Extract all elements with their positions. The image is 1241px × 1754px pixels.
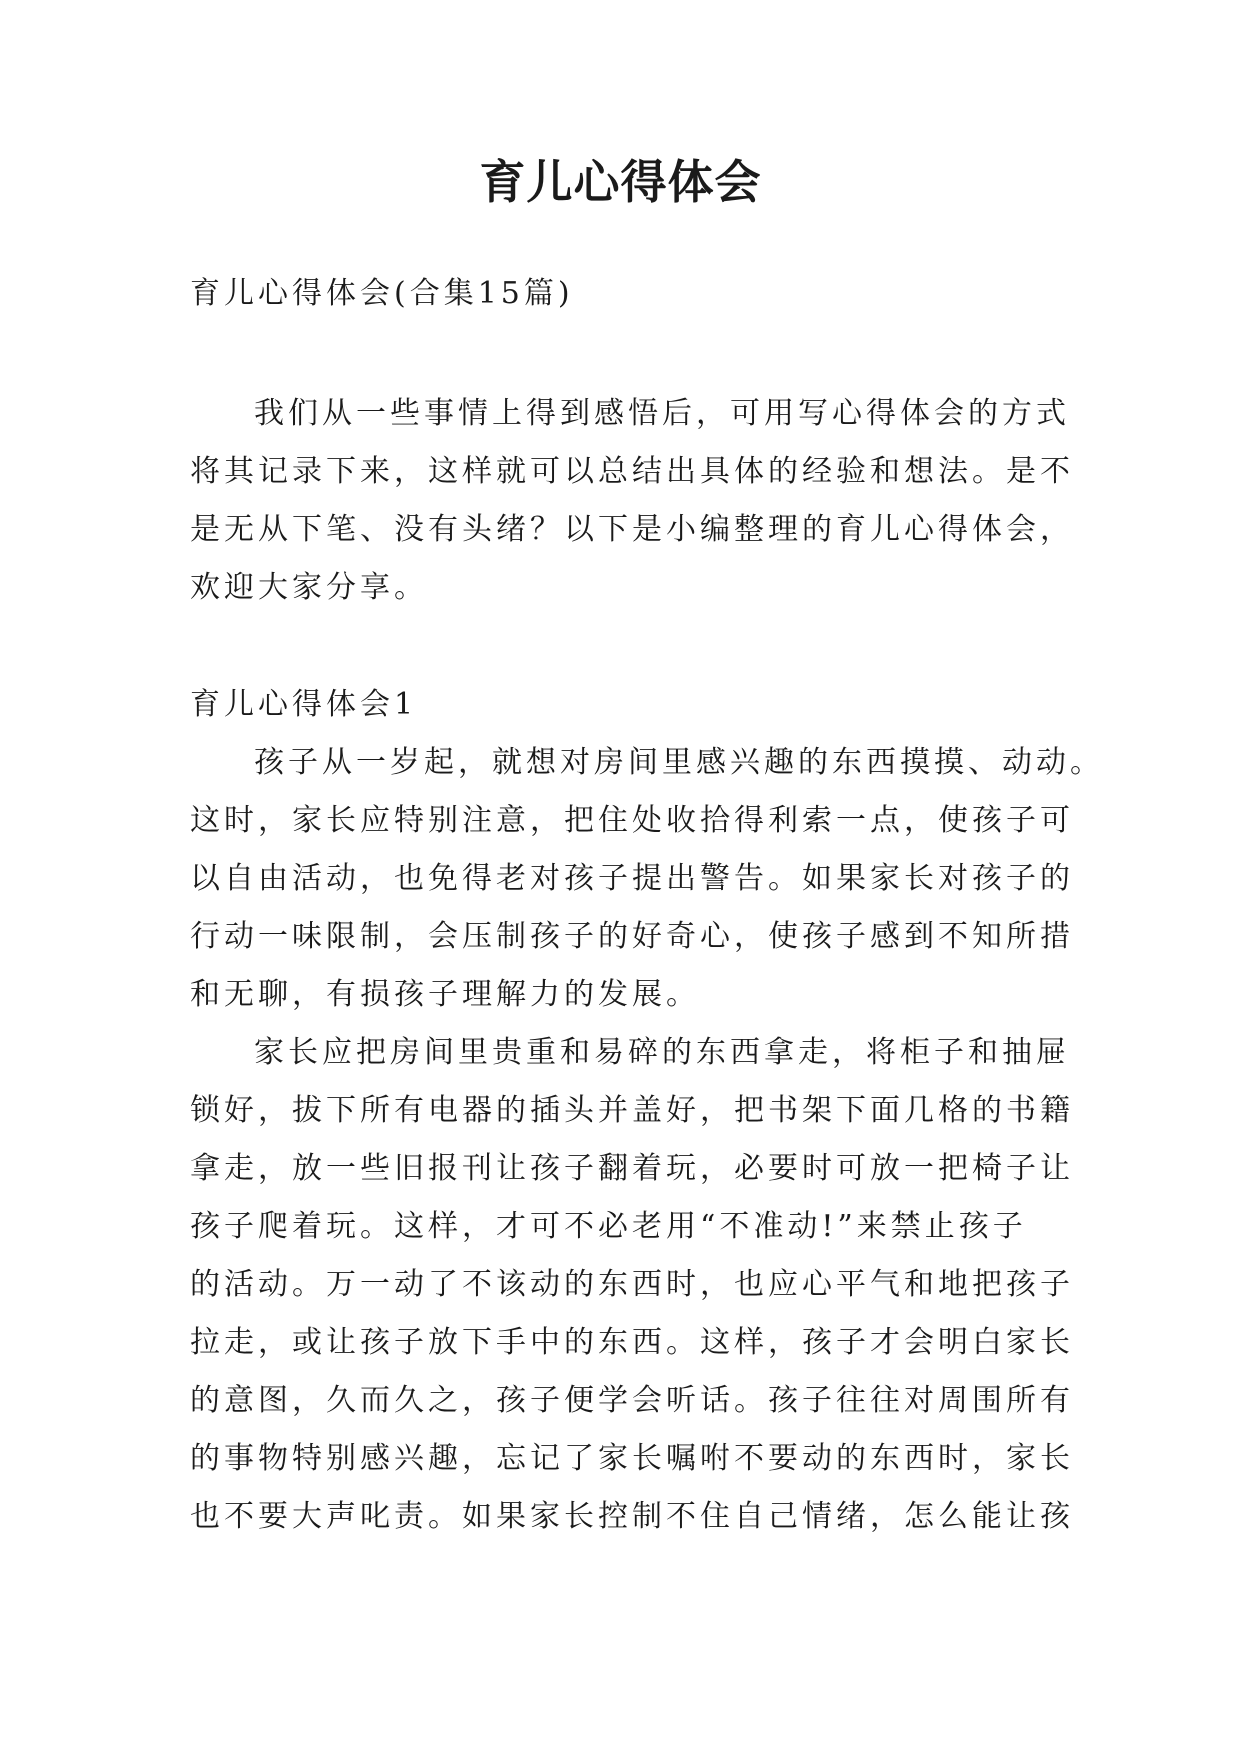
document-body	[190, 265, 1104, 1546]
spacer	[190, 323, 1060, 385]
page-title: 育儿心得体会	[479, 155, 762, 209]
paragraph-1	[190, 734, 1104, 1024]
paragraph-line: 的活动。万一动了不该动的东西时，也应心平气和地把孩子	[190, 1267, 1074, 1302]
intro-paragraph	[190, 385, 1074, 617]
paragraph-line: 锁好，拔下所有电器的插头并盖好，把书架下面几格的书籍	[190, 1093, 1074, 1128]
intro-line: 欢迎大家分享。	[190, 570, 428, 605]
paragraph-line: 和无聊，有损孩子理解力的发展。	[190, 977, 700, 1012]
paragraph-line: 孩子从一岁起，就想对房间里感兴趣的东西摸摸、动动。	[254, 745, 1104, 780]
paragraph-line: 行动一味限制，会压制孩子的好奇心，使孩子感到不知所措	[190, 919, 1074, 954]
intro-line: 将其记录下来，这样就可以总结出具体的经验和想法。是不	[190, 454, 1074, 489]
paragraph-2	[190, 1024, 1074, 1546]
paragraph-line: 以自由活动，也免得老对孩子提出警告。如果家长对孩子的	[190, 861, 1074, 896]
paragraph-line: 的事物特别感兴趣，忘记了家长嘱咐不要动的东西时，家长	[190, 1441, 1074, 1476]
paragraph-line: 也不要大声叱责。如果家长控制不住自己情绪，怎么能让孩	[190, 1499, 1074, 1534]
spacer	[190, 617, 1060, 676]
paragraph-line: 拿走，放一些旧报刊让孩子翻着玩，必要时可放一把椅子让	[190, 1151, 1074, 1186]
paragraph-line: 这时，家长应特别注意，把住处收拾得利索一点，使孩子可	[190, 803, 1074, 838]
paragraph-line: 孩子爬着玩。这样，才可不必老用“不准动!”来禁止孩子	[190, 1209, 1027, 1244]
paragraph-line: 的意图，久而久之，孩子便学会听话。孩子往往对周围所有	[190, 1383, 1074, 1418]
paragraph-line: 家长应把房间里贵重和易碎的东西拿走，将柜子和抽屉	[254, 1035, 1070, 1070]
section-heading: 育儿心得体会1	[190, 687, 418, 722]
intro-line: 是无从下笔、没有头绪？以下是小编整理的育儿心得体会，	[190, 512, 1074, 547]
document-subtitle: 育儿心得体会(合集15篇)	[190, 276, 574, 311]
intro-line: 我们从一些事情上得到感悟后，可用写心得体会的方式	[254, 396, 1070, 431]
paragraph-line: 拉走，或让孩子放下手中的东西。这样，孩子才会明白家长	[190, 1325, 1074, 1360]
